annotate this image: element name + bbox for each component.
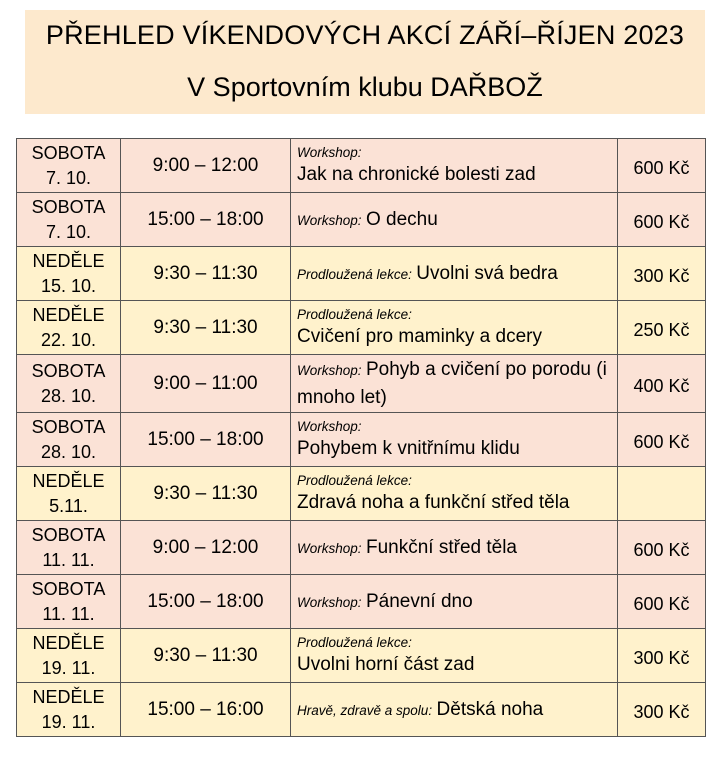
day-name: SOBOTA (31, 524, 106, 545)
time-cell: 9:00 – 12:00 (121, 139, 291, 193)
event-title: Pohybem k vnitřnímu klidu (297, 437, 520, 459)
day-date: 7. 10. (45, 167, 92, 188)
event-title: Pohyb a cvičení po porodu (i mnoho let) (297, 358, 607, 408)
description-cell (291, 575, 618, 629)
event-category: Workshop: (297, 540, 362, 556)
day-date: 19. 11. (41, 711, 96, 732)
day-date: 15. 10. (40, 275, 97, 296)
time-cell: 9:30 – 11:30 (121, 467, 291, 521)
price-cell (618, 467, 706, 521)
description-cell (291, 301, 618, 355)
day-date: 28. 10. (40, 441, 97, 462)
description-cell (291, 467, 618, 521)
day-cell (17, 629, 121, 683)
price-cell: 400 Kč (618, 355, 706, 413)
table-row (17, 467, 706, 521)
description-cell (291, 355, 618, 413)
time-cell: 9:00 – 11:00 (121, 355, 291, 413)
day-name: SOBOTA (31, 416, 106, 437)
price-cell: 600 Kč (618, 413, 706, 467)
day-date: 28. 10. (40, 385, 97, 406)
day-cell (17, 683, 121, 737)
event-title: Dětská noha (436, 698, 544, 720)
day-cell (17, 575, 121, 629)
event-category: Prodloužená lekce: (297, 306, 412, 322)
day-name: NEDĚLE (32, 632, 105, 653)
price-cell: 250 Kč (618, 301, 706, 355)
day-name: SOBOTA (31, 360, 106, 381)
event-title: Cvičení pro maminky a dcery (297, 325, 542, 347)
table-row (17, 521, 706, 575)
page-header (25, 10, 705, 114)
event-category: Prodloužená lekce: (297, 634, 412, 650)
price-cell: 600 Kč (618, 575, 706, 629)
page-subtitle: V Sportovním klubu DAŘBOŽ (187, 72, 543, 102)
day-cell (17, 301, 121, 355)
event-category: Hravě, zdravě a spolu: (297, 702, 433, 718)
table-row (17, 139, 706, 193)
table-row (17, 247, 706, 301)
table-row (17, 355, 706, 413)
event-title: Uvolni horní část zad (297, 653, 475, 675)
time-cell: 15:00 – 18:00 (121, 575, 291, 629)
time-cell: 9:30 – 11:30 (121, 301, 291, 355)
day-name: SOBOTA (31, 142, 106, 163)
event-title: Zdravá noha a funkční střed těla (297, 491, 570, 513)
day-date: 5.11. (49, 495, 88, 516)
day-date: 19. 11. (41, 657, 96, 678)
table-row (17, 575, 706, 629)
event-category: Workshop: (297, 594, 362, 610)
description-cell (291, 629, 618, 683)
events-table (16, 138, 706, 737)
event-category: Prodloužená lekce: (297, 472, 412, 488)
price-cell: 300 Kč (618, 629, 706, 683)
table-row (17, 629, 706, 683)
description-cell (291, 193, 618, 247)
description-cell (291, 683, 618, 737)
day-name: SOBOTA (31, 578, 106, 599)
day-cell (17, 521, 121, 575)
event-title: Funkční střed těla (365, 536, 518, 558)
event-category: Prodloužená lekce: (297, 266, 412, 282)
event-title: Pánevní dno (365, 590, 473, 612)
time-cell: 9:00 – 12:00 (121, 521, 291, 575)
description-cell (291, 247, 618, 301)
price-cell: 600 Kč (618, 139, 706, 193)
event-category: Workshop: (297, 212, 362, 228)
day-name: NEDĚLE (32, 686, 105, 707)
price-cell: 300 Kč (618, 247, 706, 301)
day-date: 22. 10. (40, 329, 97, 350)
day-cell (17, 139, 121, 193)
page-title: PŘEHLED VÍKENDOVÝCH AKCÍ ZÁŘÍ–ŘÍJEN 2023 (45, 20, 685, 50)
day-date: 11. 11. (42, 603, 95, 624)
time-cell: 15:00 – 18:00 (121, 193, 291, 247)
event-category: Workshop: (297, 362, 362, 378)
price-cell: 600 Kč (618, 193, 706, 247)
description-cell (291, 139, 618, 193)
day-cell (17, 193, 121, 247)
day-date: 7. 10. (45, 221, 92, 242)
event-category: Workshop: (297, 144, 362, 160)
event-title: Jak na chronické bolesti zad (297, 163, 536, 185)
day-cell (17, 413, 121, 467)
day-date: 11. 11. (42, 549, 95, 570)
day-cell (17, 467, 121, 521)
table-row (17, 193, 706, 247)
day-cell (17, 247, 121, 301)
day-name: NEDĚLE (32, 304, 105, 325)
day-name: SOBOTA (31, 196, 106, 217)
day-name: NEDĚLE (32, 250, 105, 271)
day-cell (17, 355, 121, 413)
event-title: O dechu (365, 208, 438, 230)
event-title: Uvolni svá bedra (416, 262, 558, 284)
description-cell (291, 521, 618, 575)
event-category: Workshop: (297, 418, 362, 434)
description-cell (291, 413, 618, 467)
time-cell: 15:00 – 16:00 (121, 683, 291, 737)
price-cell: 300 Kč (618, 683, 706, 737)
table-row (17, 683, 706, 737)
day-name: NEDĚLE (32, 470, 105, 491)
table-row (17, 413, 706, 467)
table-row (17, 301, 706, 355)
time-cell: 15:00 – 18:00 (121, 413, 291, 467)
price-cell: 600 Kč (618, 521, 706, 575)
time-cell: 9:30 – 11:30 (121, 629, 291, 683)
time-cell: 9:30 – 11:30 (121, 247, 291, 301)
